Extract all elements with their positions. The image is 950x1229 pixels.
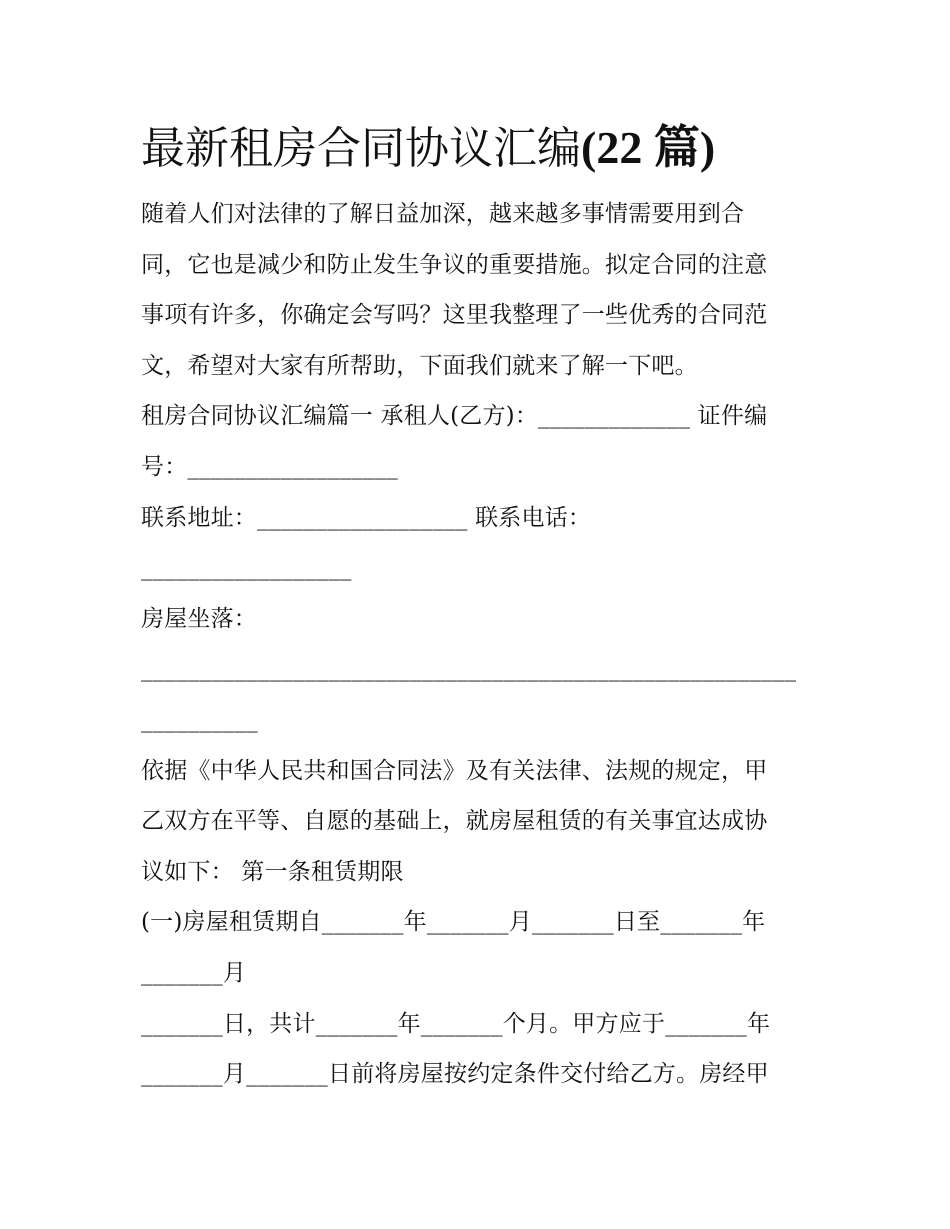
paragraph-line: __________________ bbox=[141, 555, 352, 582]
paragraph-line: _______日，共计_______年_______个月。甲方应于_______年 bbox=[141, 1010, 771, 1037]
paragraph-line: 号：__________________ bbox=[141, 453, 398, 480]
paragraph-line: 随着人们对法律的了解日益加深，越来越多事情需要用到合 bbox=[141, 201, 745, 227]
document-body bbox=[141, 189, 813, 1100]
paragraph-line: _______月_______日前将房屋按约定条件交付给乙方。房经甲 bbox=[141, 1061, 769, 1088]
paragraph-line: ________________________________________________________ bbox=[141, 656, 797, 683]
paragraph-line: 事项有许多，你确定会写吗？这里我整理了一些优秀的合同范 bbox=[141, 302, 768, 329]
paragraph-line: 房屋坐落： bbox=[141, 605, 257, 632]
paragraph-line: 乙双方在平等、自愿的基础上，就房屋租赁的有关事宜达成协 bbox=[141, 808, 768, 835]
paragraph-line: 同，它也是减少和防止发生争议的重要措施。拟定合同的注意 bbox=[141, 251, 768, 278]
paragraph-line: 文，希望对大家有所帮助，下面我们就来了解一下吧。 bbox=[141, 352, 698, 379]
paragraph-line: __________ bbox=[141, 706, 258, 733]
paragraph-line: (一)房屋租赁期自_______年_______月_______日至_______年 bbox=[141, 909, 766, 936]
title-main: 最新租房合同协议汇编 bbox=[141, 123, 581, 174]
paragraph-line: 联系地址：__________________ 联系电话： bbox=[141, 504, 592, 531]
paragraph-line: 租房合同协议汇编篇一 承租人(乙方)：_____________ 证件编 bbox=[141, 403, 768, 430]
paragraph-line: 议如下： 第一条租赁期限 bbox=[141, 858, 404, 885]
paragraph-line: _______月 bbox=[141, 959, 247, 986]
paragraph-line: 依据《中华人民共和国合同法》及有关法律、法规的规定，甲 bbox=[141, 757, 768, 784]
title-suffix: (22 篇) bbox=[581, 122, 716, 173]
document-title bbox=[141, 112, 813, 185]
document-page bbox=[141, 112, 813, 1100]
